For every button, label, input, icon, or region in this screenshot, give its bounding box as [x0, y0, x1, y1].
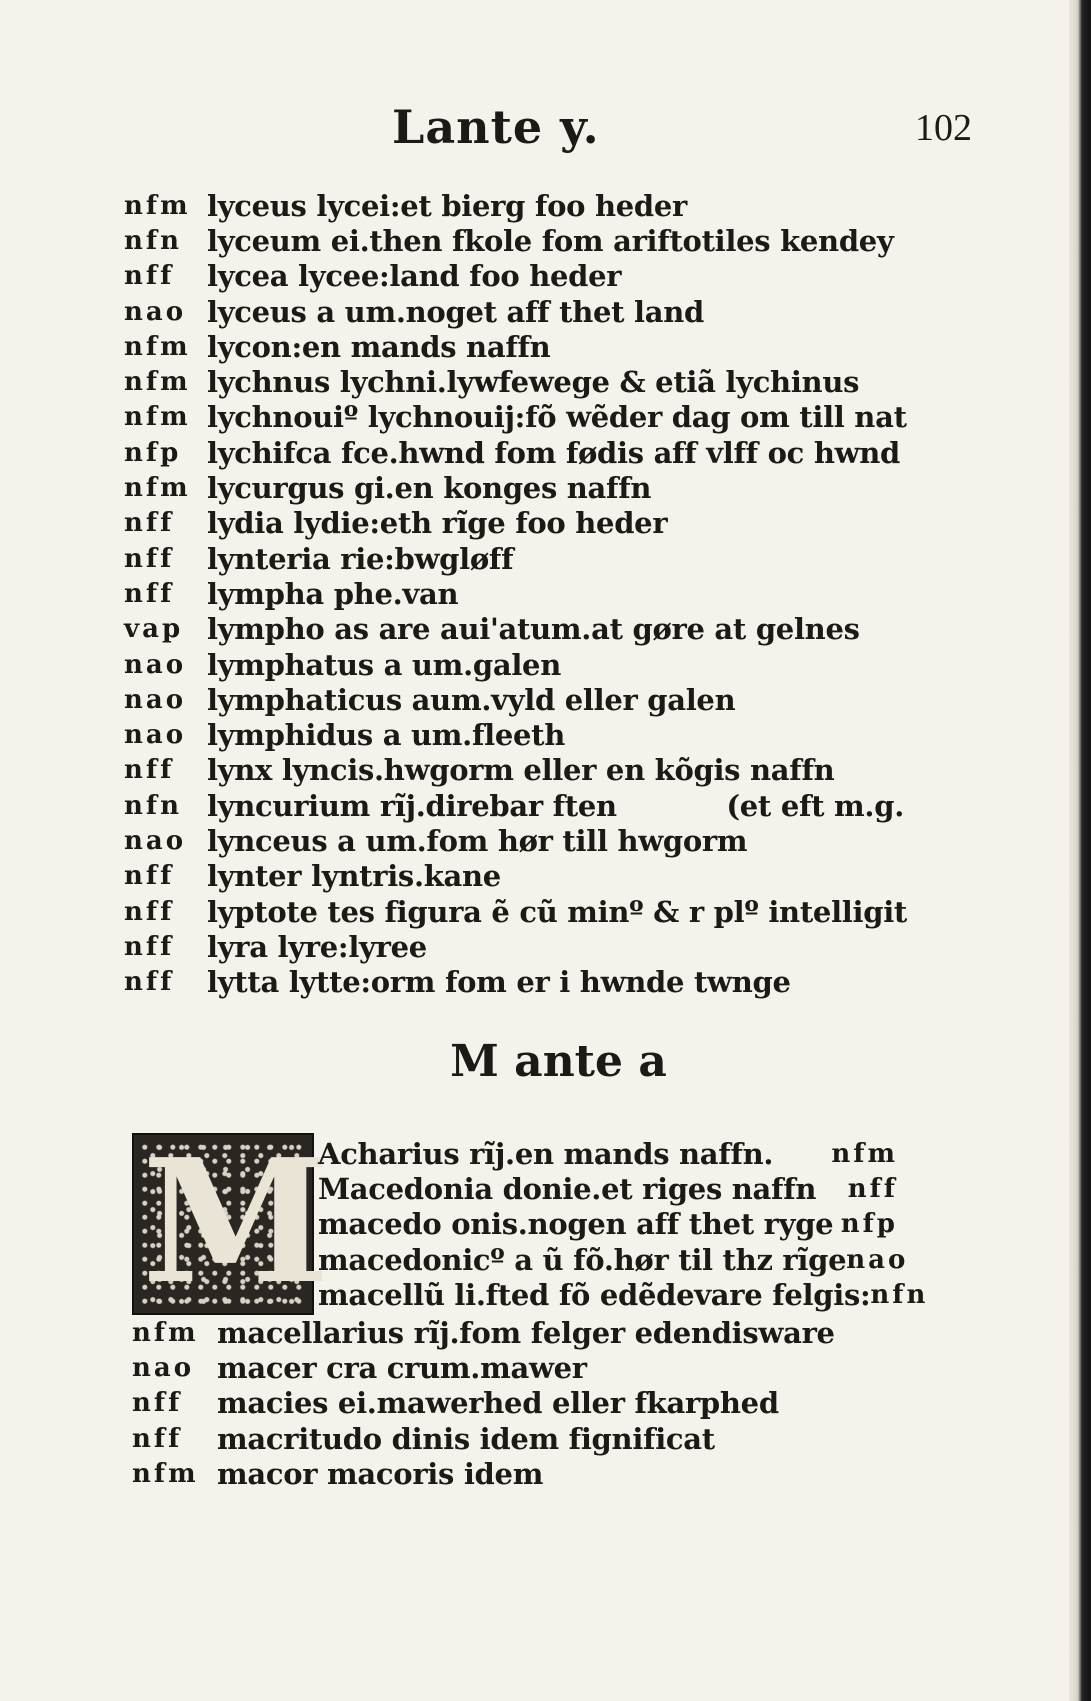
grammar-code: nfm	[124, 473, 191, 504]
entry-text: macies ei.mawerhed eller fkarphed	[217, 1386, 779, 1421]
grammar-code: nff	[124, 861, 175, 892]
entry-row	[132, 1456, 912, 1491]
grammar-code: nff	[124, 755, 175, 786]
entry-row	[318, 1277, 929, 1312]
grammar-code: nfm	[831, 1138, 898, 1169]
grammar-code: nfn	[124, 225, 182, 256]
grammar-code: nao	[124, 684, 187, 715]
entry-text: lychifca fce.hwnd fom fødis aff vlff oc hwnd	[207, 435, 901, 470]
page-edge-shadow	[1069, 0, 1091, 1701]
entry-text: lymphatus a um.galen	[207, 647, 561, 682]
entry-row	[124, 612, 904, 647]
entry-text: lycurgus gi.en konges naffn	[207, 471, 652, 506]
section-heading: M ante a	[450, 1036, 667, 1087]
entry-row	[124, 647, 904, 682]
entry-text: macor macoris idem	[217, 1456, 544, 1491]
entry-text: lyceus a um.noget aff thet land	[207, 294, 705, 329]
entry-row	[124, 259, 904, 294]
entry-row	[124, 435, 904, 470]
section-heading-wrap	[0, 1036, 1091, 1087]
grammar-code: nfm	[132, 1458, 199, 1489]
page-number: 102	[915, 107, 972, 149]
entry-row	[124, 400, 907, 435]
grammar-code: nao	[124, 825, 187, 856]
entry-text: macellarius rĩj.fom felger edendisware	[217, 1315, 835, 1350]
entry-text: lyncurium rĩj.direbar ften	[207, 788, 617, 823]
entry-row	[318, 1171, 898, 1206]
entry-row	[132, 1421, 912, 1456]
entry-text: macer cra crum.mawer	[217, 1350, 587, 1385]
grammar-code: nao	[132, 1352, 195, 1383]
grammar-code: nff	[132, 1388, 183, 1419]
entry-text: lynceus a um.fom hør till hwgorm	[207, 823, 748, 858]
grammar-code: nff	[847, 1173, 898, 1204]
grammar-code: nfn	[124, 790, 182, 821]
grammar-code: vap	[124, 614, 184, 645]
grammar-code: nfm	[124, 402, 191, 433]
entry-row	[124, 364, 904, 399]
entry-text: lyceus lycei:et bierg foo heder	[207, 188, 688, 223]
entry-text: macellũ li.fted fõ edẽdevare felgis:	[318, 1277, 871, 1312]
grammar-code: nfm	[132, 1317, 199, 1348]
entry-text: lymphidus a um.fleeth	[207, 718, 566, 753]
grammar-code: nfp	[840, 1209, 898, 1240]
grammar-code: nff	[124, 931, 175, 962]
entry-row	[124, 506, 904, 541]
entry-row	[124, 788, 904, 823]
entry-row	[132, 1350, 912, 1385]
entry-row	[318, 1242, 909, 1277]
dictionary-entries	[124, 188, 908, 1000]
grammar-code: nao	[124, 649, 187, 680]
entry-row	[132, 1315, 912, 1350]
entry-row	[124, 188, 904, 223]
grammar-code: nff	[124, 578, 175, 609]
grammar-code: nff	[124, 261, 175, 292]
entry-text: lymphaticus aum.vyld eller galen	[207, 682, 736, 717]
initial-ornament	[142, 1122, 331, 1322]
grammar-code: nfn	[870, 1279, 929, 1310]
entry-text: macedonicº a ũ fõ.hør til thz rĩge	[318, 1242, 847, 1277]
entry-row	[124, 753, 904, 788]
grammar-code: nao	[124, 720, 187, 751]
grammar-code: nff	[132, 1423, 183, 1454]
decorated-initial	[132, 1122, 331, 1322]
grammar-code: nff	[124, 543, 175, 574]
entry-row	[318, 1207, 898, 1242]
entry-row	[124, 682, 904, 717]
entry-text: lyptote tes figura ẽ cũ minº & r plº intelligit	[207, 894, 908, 929]
grammar-code: nff	[124, 967, 175, 998]
entry-row	[124, 294, 904, 329]
entry-text: lyra lyre:lyree	[207, 929, 427, 964]
dictionary-entries-continued	[132, 1315, 912, 1491]
grammar-code: nff	[124, 508, 175, 539]
entry-row	[124, 965, 904, 1000]
entry-text: lympho as are aui'atum.at gøre at gelnes	[207, 612, 860, 647]
grammar-code: nfm	[124, 367, 191, 398]
entry-row	[124, 470, 904, 505]
entry-text: lynx lyncis.hwgorm eller en kõgis naffn	[207, 753, 835, 788]
entry-text: macritudo dinis idem fignificat	[217, 1421, 715, 1456]
entry-text: lychnouiº lychnouij:fõ wẽder dag om till nat	[207, 400, 907, 435]
entry-text: lympha phe.van	[207, 576, 459, 611]
entry-row	[124, 929, 904, 964]
grammar-code: nao	[124, 296, 187, 327]
entry-text: Acharius rĩj.en mands naffn.	[318, 1136, 774, 1171]
entry-row	[124, 894, 908, 929]
entry-row	[124, 717, 904, 752]
entry-row	[124, 859, 904, 894]
initial-letter: M	[142, 1122, 331, 1322]
entry-text: lychnus lychni.lywfewege & etiã lychinus	[207, 365, 860, 400]
entry-text: lycon:en mands naffn	[207, 329, 551, 364]
entry-row	[132, 1386, 912, 1421]
entry-note: (et eft m.g.	[726, 788, 904, 823]
entry-text: lyceum ei.then fkole fom ariftotiles kendey	[207, 223, 894, 258]
entry-text: macedo onis.nogen aff thet ryge	[318, 1207, 834, 1242]
grammar-code: nfp	[124, 437, 182, 468]
entry-row	[124, 823, 904, 858]
page-header	[0, 100, 1091, 160]
entry-text: lynteria rie:bwgløff	[207, 541, 514, 576]
entry-text: lydia lydie:eth rĩge foo heder	[207, 506, 668, 541]
entry-text: Macedonia donie.et riges naffn	[318, 1171, 817, 1206]
entry-text: lycea lycee:land foo heder	[207, 259, 622, 294]
grammar-code: nfm	[124, 190, 191, 221]
entry-row	[124, 576, 904, 611]
grammar-code: nfm	[124, 331, 191, 362]
entry-row	[124, 541, 904, 576]
entry-row	[124, 329, 904, 364]
grammar-code: nao	[846, 1244, 909, 1275]
initial-block-entries	[318, 1136, 929, 1312]
running-head: Lante y.	[392, 100, 600, 154]
entry-text: lytta lytte:orm fom er i hwnde twnge	[207, 965, 791, 1000]
entry-text: lynter lyntris.kane	[207, 859, 501, 894]
entry-row	[124, 223, 904, 258]
entry-row	[318, 1136, 898, 1171]
grammar-code: nff	[124, 896, 175, 927]
